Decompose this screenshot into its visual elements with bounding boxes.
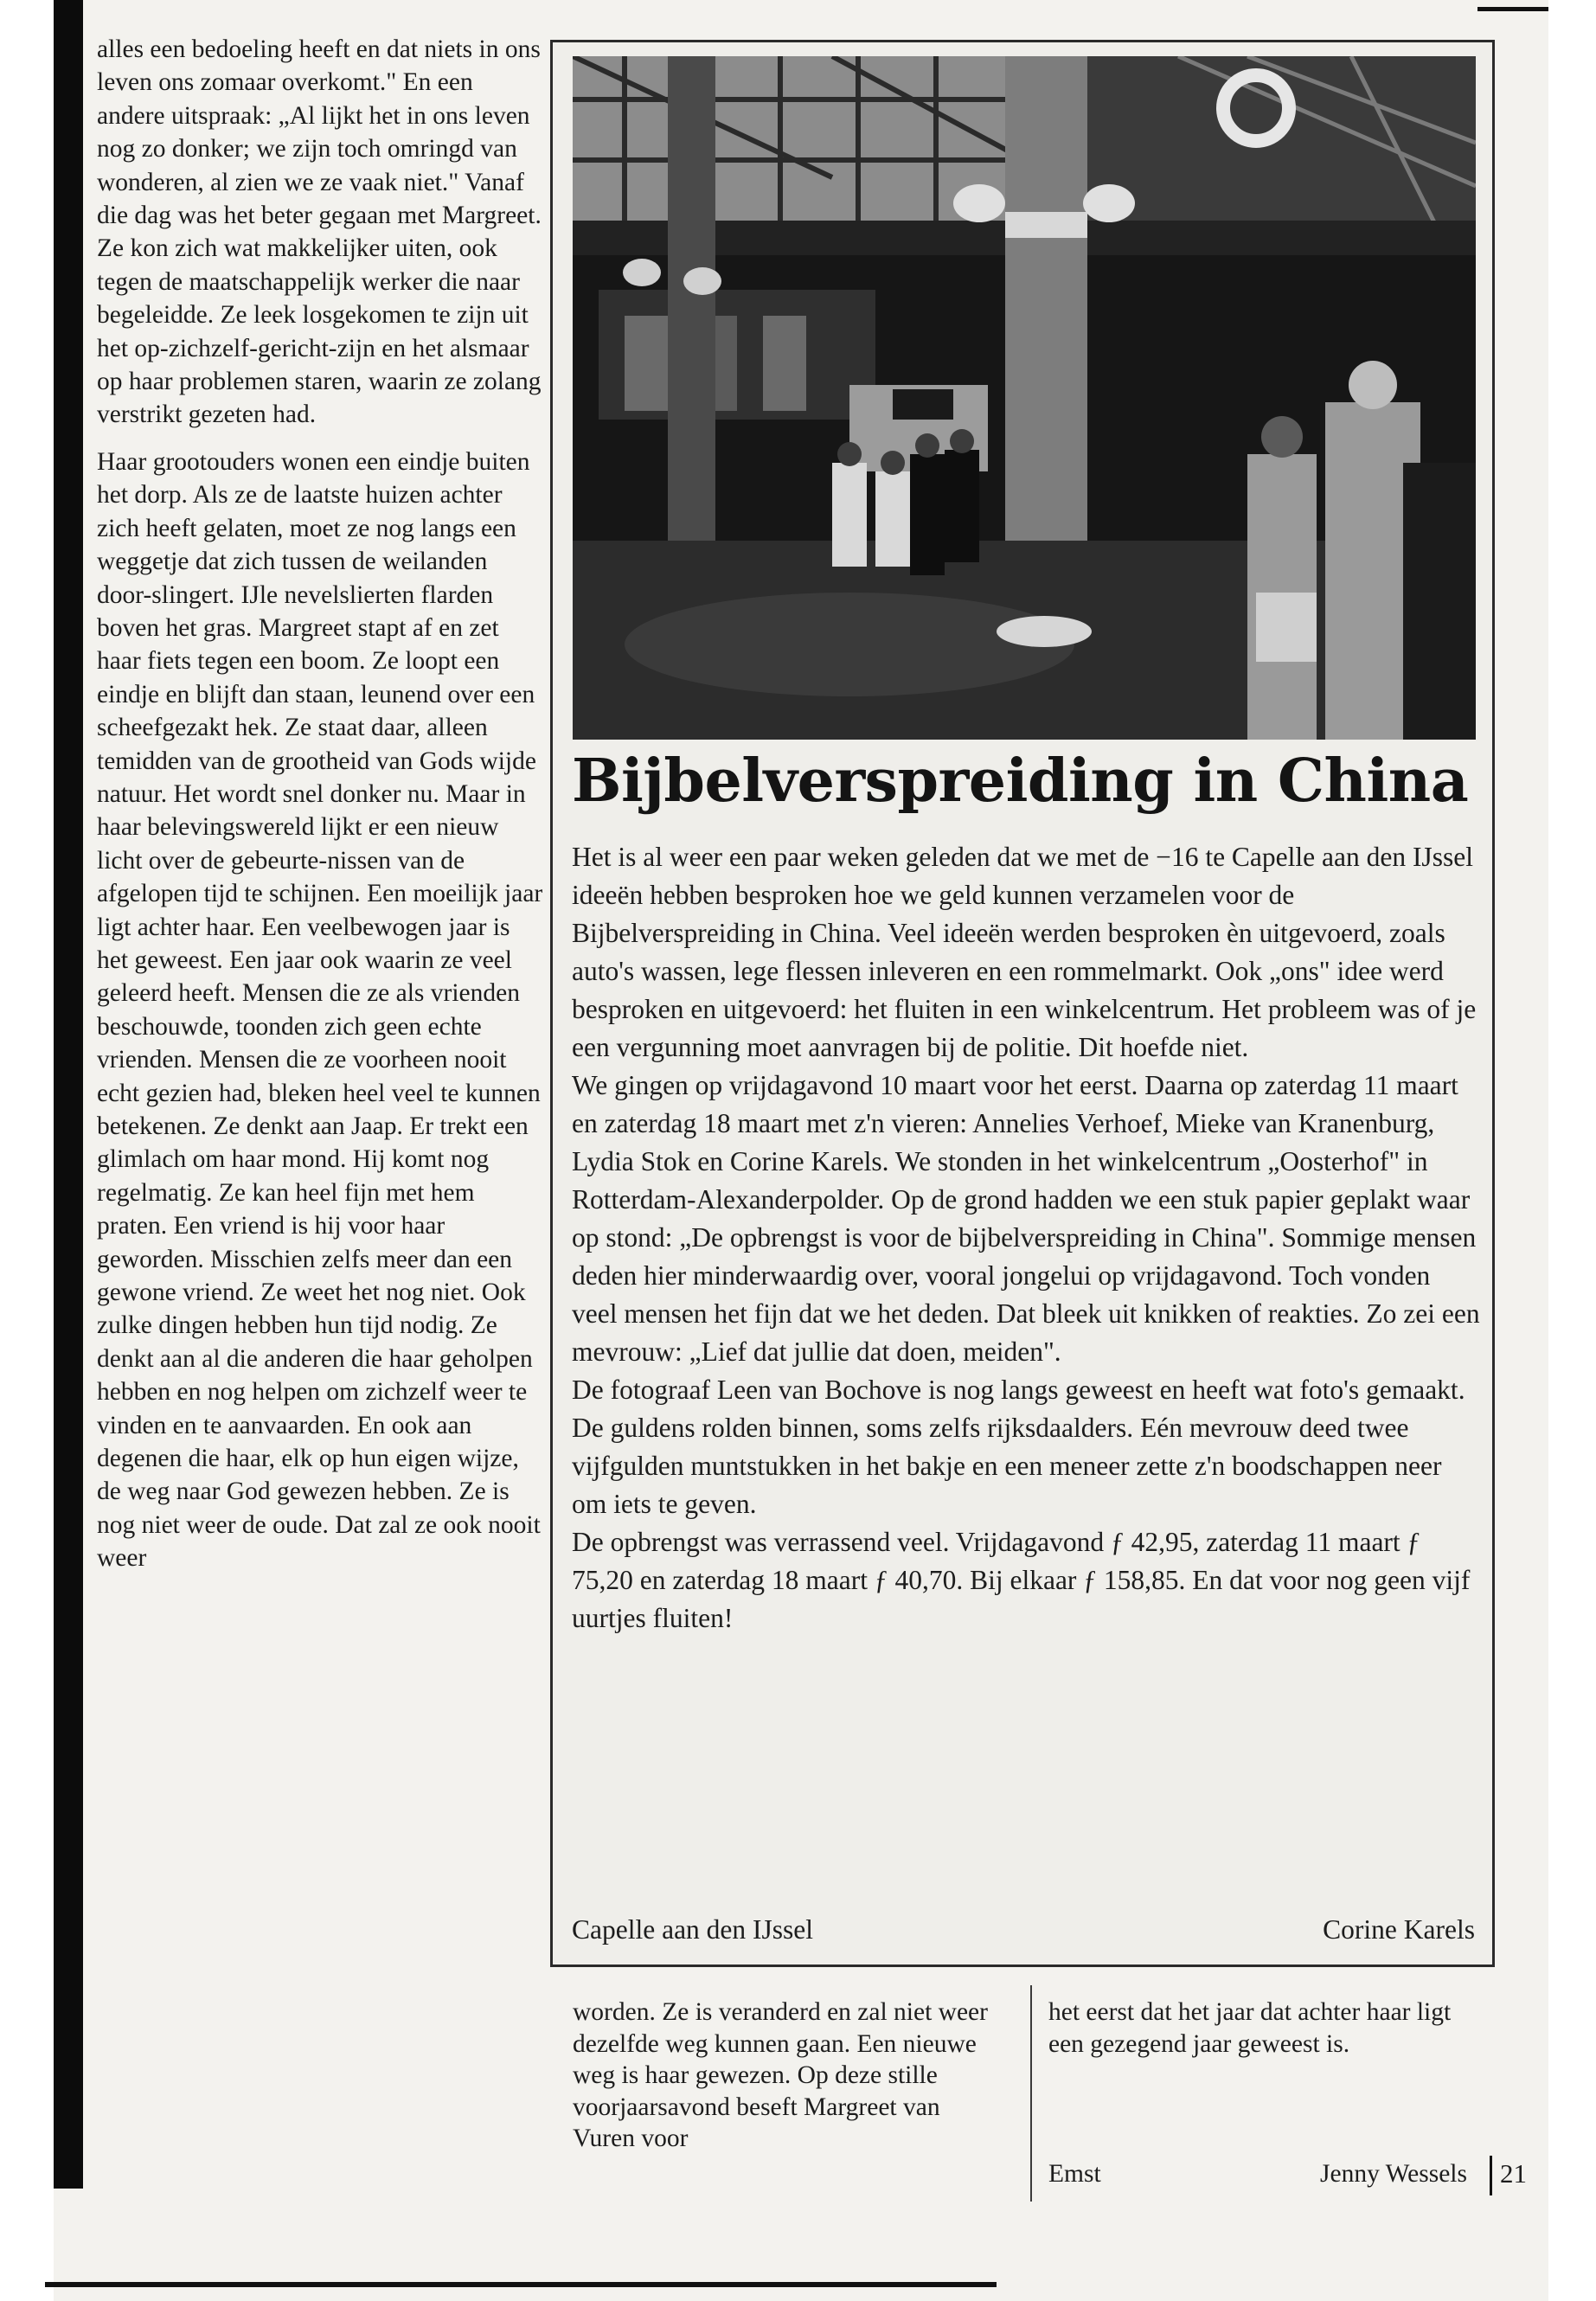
scan-shadow-bar: [54, 0, 83, 2189]
article-box: [550, 40, 1495, 1967]
article-photo: [573, 56, 1476, 740]
article-byline: [572, 1913, 1475, 1947]
article-paragraph-1: Het is al weer een paar weken geleden dat we met de −16 te Capelle aan den IJssel ideeën hebben besproken hoe we geld kunnen verzamelen voor de Bijbelverspreiding in China. Veel ideeën werden besproken èn uitgevoerd, zoals auto's wassen, lege flessen inleveren en een rommelmarkt. Ook „ons" idee werd besproken en uitgevoerd: het fluiten in een winkelcentrum. Het probleem was of je een vergunning moet aanvragen bij de politie. Dit hoefde niet.: [572, 842, 1477, 1062]
byline-author: Corine Karels: [1323, 1914, 1475, 1945]
article-paragraph-3: De fotograaf Leen van Bochove is nog langs geweest en heeft wat foto's gemaakt.: [572, 1375, 1465, 1405]
story-continuation-column-2: [1048, 1997, 1481, 2060]
article-paragraph-2: We gingen op vrijdagavond 10 maart voor het eerst. Daarna op zaterdag 11 maart en zaterdag 18 maart met z'n vieren: Annelies Verhoef, Mieke van Kranenburg, Lydia Stok en Corine Karels. We stonden in het winkelcentrum „Oosterhof" in Rotterdam-Alexanderpolder. Op de grond hadden we een stuk papier geplakt waar op stond: „De opbrengst is voor de bijbelverspreiding in China". Sommige mensen deden hier minderwaardig over, vooral jongelui op vrijdagavond. Toch vonden veel mensen het fijn dat we het deden. Dat bleek uit knikken of reakties. Zo zei een mevrouw: „Lief dat jullie dat doen, meiden".: [572, 1070, 1480, 1367]
continuation-text-1: worden. Ze is veranderd en zal niet weer dezelfde weg kunnen gaan. Een nieuwe weg is haar gewezen. Op deze stille voorjaarsavond beseft Margreet van Vuren voor: [573, 1998, 988, 2152]
page-number-rule: [1490, 2156, 1492, 2195]
bottom-rule: [45, 2282, 997, 2287]
scan-margin-right: [1548, 0, 1596, 2301]
story-sign-author: Jenny Wessels: [1320, 2160, 1467, 2188]
top-rule: [1477, 7, 1548, 11]
story-left-column: [97, 33, 547, 1575]
scan-margin-left: [0, 0, 54, 2301]
article-paragraph-5: De opbrengst was verrassend veel. Vrijdagavond ƒ 42,95, zaterdag 11 maart ƒ 75,20 en zaterdag 18 maart ƒ 40,70. Bij elkaar ƒ 158,85. En dat voor nog geen vijf uurtjes fluiten!: [572, 1527, 1471, 1633]
continuation-text-2: het eerst dat het jaar dat achter haar ligt een gezegend jaar geweest is.: [1048, 1998, 1452, 2058]
column-divider: [1030, 1985, 1032, 2202]
story-paragraph-2: Haar grootouders wonen een eindje buiten het dorp. Als ze de laatste huizen achter zich heeft gelaten, moet ze nog langs een weggetje dat zich tussen de weilanden door-slingert. IJle nevelslierten flarden boven het gras. Margreet stapt af en zet haar fiets tegen een boom. Ze loopt een eindje en blijft dan staan, leunend over een scheefgezakt hek. Ze staat daar, alleen temidden van de grootheid van Gods wijde natuur. Het wordt snel donker nu. Maar in haar belevingswereld lijkt er een nieuw licht over de gebeurte-nissen van de afgelopen tijd te schijnen. Een moeilijk jaar ligt achter haar. Een veelbewogen jaar is het geweest. Een jaar ook waarin ze veel geleerd heeft. Mensen die ze als vrienden beschouwde, toonden zich geen echte vrienden. Mensen die ze voorheen nooit echt gezien had, bleken heel veel te kunnen betekenen. Ze denkt aan Jaap. Er trekt een glimlach om haar mond. Hij komt nog regelmatig. Ze kan heel fijn met hem praten. Een vriend is hij voor haar geworden. Misschien zelfs meer dan een gewone vriend. Ze weet het nog niet. Ook zulke dingen hebben hun tijd nodig. Ze denkt aan al die anderen die haar geholpen hebben en nog helpen om zichzelf weer te vinden en te aanvaarden. En ook aan degenen die haar, elk op hun eigen wijze, de weg naar God gewezen hebben. Ze is nog niet weer de oude. Dat zal ze ook nooit weer: [97, 447, 543, 1573]
article-body: [572, 838, 1480, 1638]
story-sign-place: Emst: [1048, 2160, 1101, 2188]
article-headline: Bijbelverspreiding in China: [572, 747, 1469, 816]
byline-place: Capelle aan den IJssel: [572, 1914, 814, 1945]
story-continuation-column-1: [573, 1997, 1005, 2155]
article-paragraph-4: De guldens rolden binnen, soms zelfs rijksdaalders. Eén mevrouw deed twee vijfgulden muntstukken in het bakje en een meneer zette z'n boodschappen neer om iets te geven.: [572, 1413, 1442, 1519]
page-number: 21: [1500, 2158, 1527, 2189]
story-paragraph-1: alles een bedoeling heeft en dat niets in ons leven ons zomaar overkomt." En een andere uitspraak: „Al lijkt het in ons leven nog zo donker; we zijn toch omringd van wonderen, al zien we ze vaak niet." Vanaf die dag was het beter gegaan met Margreet. Ze kon zich wat makkelijker uiten, ook tegen de maatschappelijk werker die naar begeleidde. Ze leek losgekomen te zijn uit het op-zichzelf-gericht-zijn en het alsmaar op haar problemen staren, waarin ze zolang verstrikt gezeten had.: [97, 35, 542, 429]
